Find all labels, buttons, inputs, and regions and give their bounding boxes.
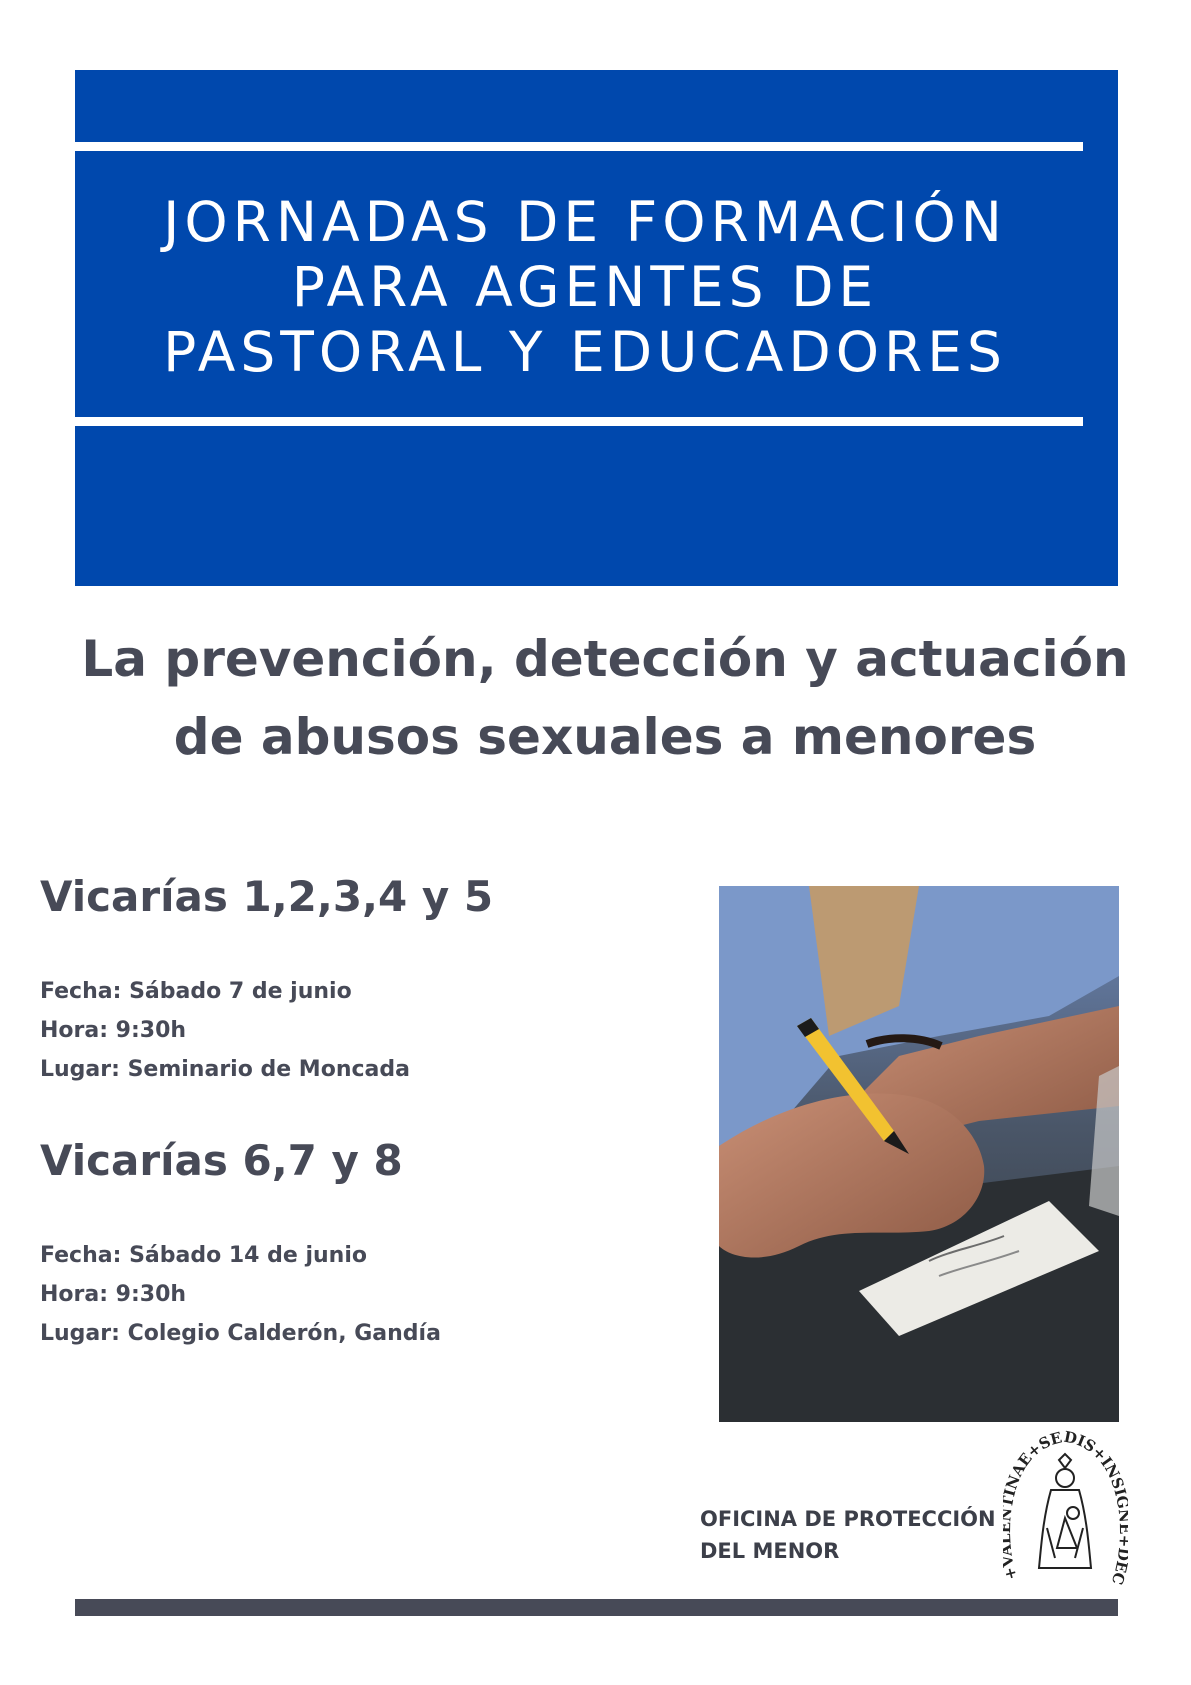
session-1-hora: Hora: 9:30h — [40, 1018, 187, 1043]
subtitle-line-1: La prevención, detección y actuación — [81, 630, 1129, 688]
seal-emblem-icon — [1003, 1428, 1128, 1588]
session-1-heading: Vicarías 1,2,3,4 y 5 — [40, 872, 494, 921]
valencia-seal-logo — [1003, 1428, 1128, 1588]
banner-title-line-3: PASTORAL Y EDUCADORES — [163, 320, 1007, 384]
session-2-details — [40, 1236, 441, 1353]
banner-bottom-rule — [75, 417, 1083, 426]
office-line-2: DEL MENOR — [700, 1539, 840, 1563]
office-line-1: OFICINA DE PROTECCIÓN — [700, 1507, 996, 1531]
banner-title — [135, 190, 1035, 385]
session-1-lugar: Lugar: Seminario de Moncada — [40, 1057, 410, 1082]
writing-hand-illustration — [719, 886, 1119, 1422]
session-2-lugar: Lugar: Colegio Calderón, Gandía — [40, 1321, 441, 1346]
session-1-fecha: Fecha: Sábado 7 de junio — [40, 979, 352, 1004]
office-name — [700, 1503, 996, 1567]
banner-top-rule — [75, 142, 1083, 151]
subtitle-line-2: de abusos sexuales a menores — [173, 708, 1037, 766]
session-2-fecha: Fecha: Sábado 14 de junio — [40, 1243, 367, 1268]
page-subtitle — [50, 620, 1160, 776]
session-2-hora: Hora: 9:30h — [40, 1282, 187, 1307]
session-2-heading: Vicarías 6,7 y 8 — [40, 1136, 403, 1185]
title-banner — [75, 70, 1118, 586]
svg-text:+VALENTINAE+SEDIS+INSIGNE+DECU: NAE+SEDIS+INSI C — [1003, 1428, 1128, 1587]
banner-title-line-2: PARA AGENTES DE — [291, 255, 879, 319]
footer-bar — [75, 1599, 1118, 1616]
writing-hand-photo — [719, 886, 1119, 1422]
session-1-details — [40, 972, 410, 1089]
banner-title-line-1: JORNADAS DE FORMACIÓN — [163, 190, 1007, 254]
